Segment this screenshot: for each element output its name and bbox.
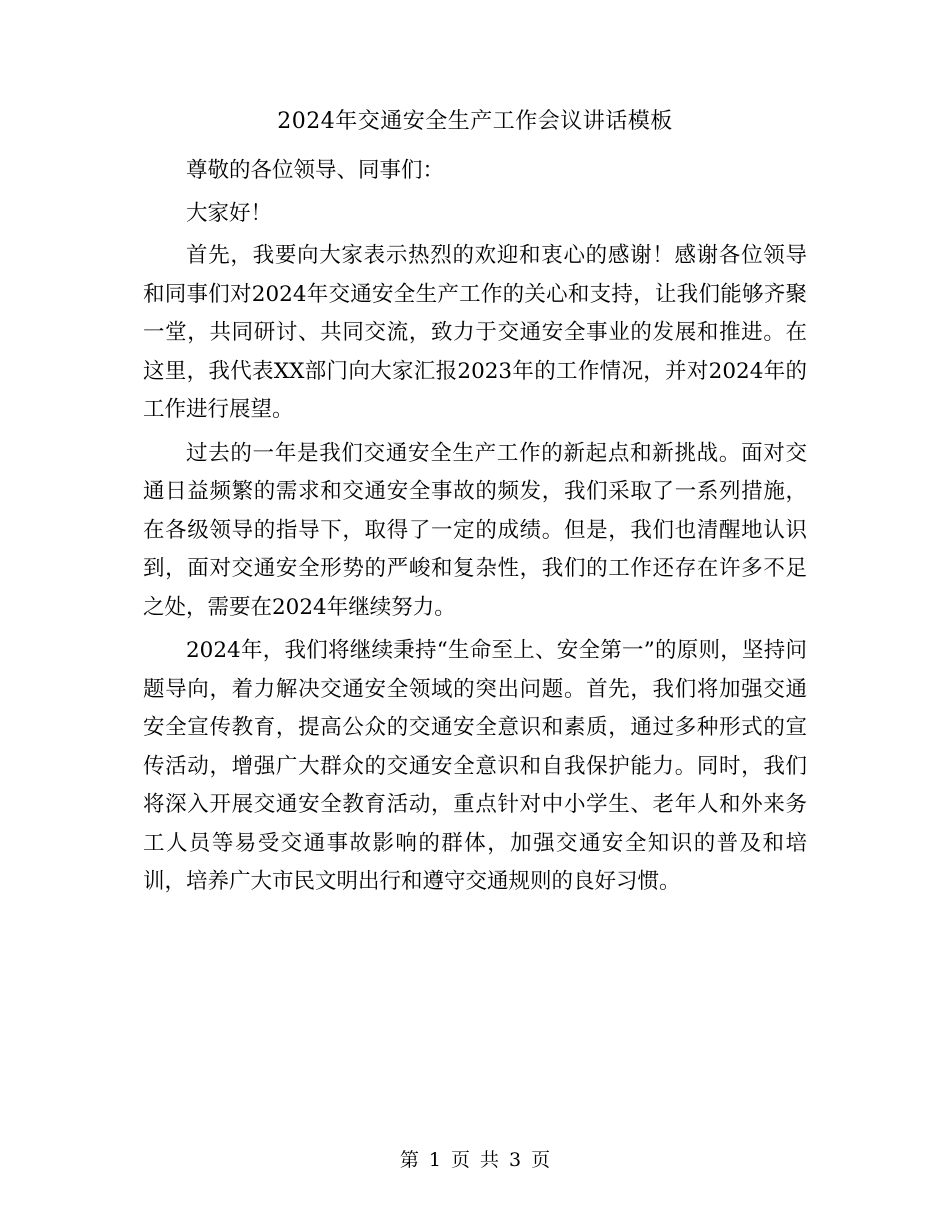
- body-paragraph-1: 首先，我要向大家表示热烈的欢迎和衷心的感谢！感谢各位领导和同事们对2024年交通安全生产工作的关心和支持，让我们能够齐聚一堂，共同研讨、共同交流，致力于交通安全事业的发展和推进。在这里，我代表XX部门向大家汇报2023年的工作情况，并对2024年的工作进行展望。: [143, 243, 807, 422]
- body-paragraph-2: 过去的一年是我们交通安全生产工作的新起点和新挑战。面对交通日益频繁的需求和交通安全事故的频发，我们采取了一系列措施，在各级领导的指导下，取得了一定的成绩。但是，我们也清醒地认识到，面对交通安全形势的严峻和复杂性，我们的工作还存在许多不足之处，需要在2024年继续努力。: [143, 440, 807, 620]
- body-paragraph-3: 2024年，我们将继续秉持“生命至上、安全第一”的原则，坚持问题导向，着力解决交通安全领域的突出问题。首先，我们将加强交通安全宣传教育，提高公众的交通安全意识和素质，通过多种形式的宣传活动，增强广大群众的交通安全意识和自我保护能力。同时，我们将深入开展交通安全教育活动，重点针对中小学生、老年人和外来务工人员等易受交通事故影响的群体，加强交通安全知识的普及和培训，培养广大市民文明出行和遵守交通规则的良好习惯。: [143, 638, 807, 894]
- page-number-footer: 第 1 页 共 3 页: [399, 1149, 551, 1171]
- salutation: 尊敬的各位领导、同事们：: [186, 158, 445, 183]
- document-title: 2024年交通安全生产工作会议讲话模板: [277, 109, 673, 134]
- greeting: 大家好！: [186, 200, 273, 226]
- document-body: [143, 152, 807, 907]
